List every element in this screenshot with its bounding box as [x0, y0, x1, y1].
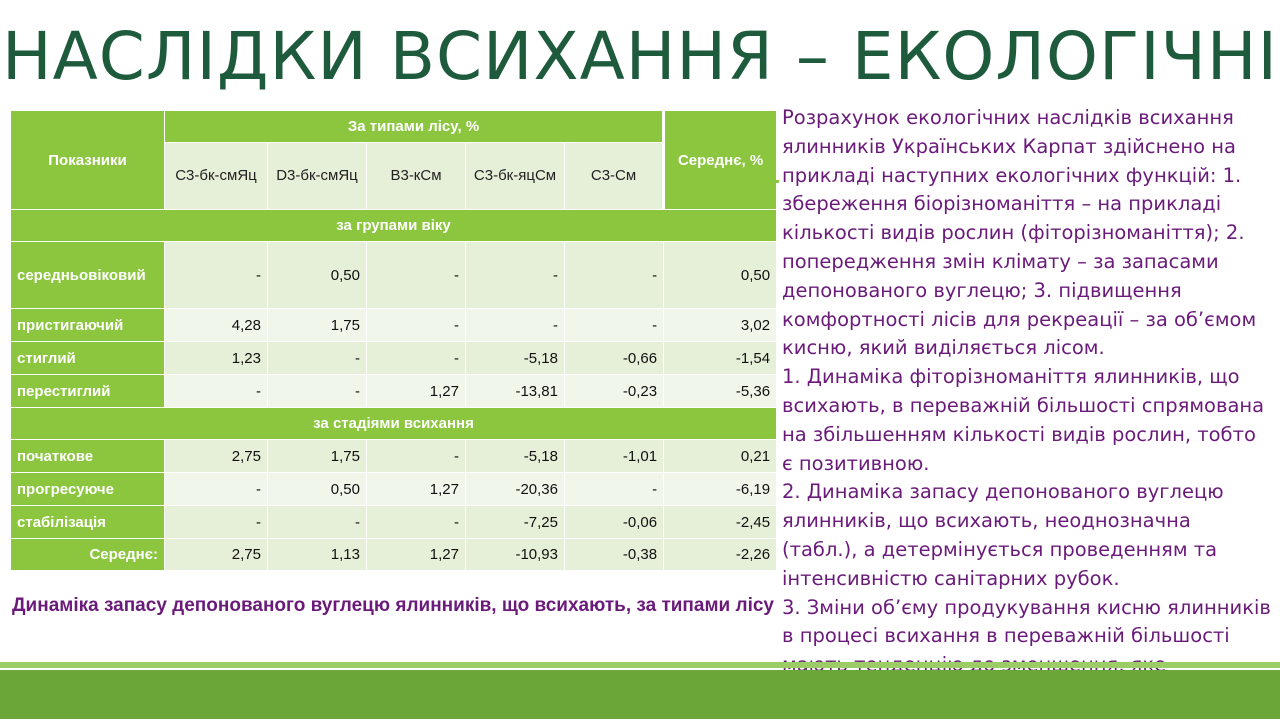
table-cell: - — [466, 242, 565, 309]
table-cell: - — [466, 309, 565, 342]
average-cell: -2,26 — [664, 539, 777, 571]
table-row — [11, 375, 777, 408]
column-header: С3-бк-смЯц — [165, 143, 268, 210]
table-cell: - — [565, 242, 664, 309]
average-cell: -6,19 — [664, 473, 777, 506]
table-row — [11, 309, 777, 342]
row-label: прогресуюче — [11, 473, 165, 506]
table-cell: - — [565, 309, 664, 342]
table-cell: 4,28 — [165, 309, 268, 342]
table-cell: -5,18 — [466, 440, 565, 473]
table-cell: -1,01 — [565, 440, 664, 473]
table-cell: - — [268, 506, 367, 539]
row-label: середньовіковий — [11, 242, 165, 309]
table-row — [11, 506, 777, 539]
decorative-dot — [776, 180, 779, 183]
total-label: Середнє: — [11, 539, 165, 571]
header-forest-types: За типами лісу, % — [165, 111, 664, 143]
row-label: початкове — [11, 440, 165, 473]
carbon-stock-table — [10, 110, 777, 571]
table-cell: - — [565, 473, 664, 506]
table-cell: 0,50 — [268, 473, 367, 506]
header-average: Середнє, % — [664, 111, 777, 210]
table-cell: - — [165, 375, 268, 408]
table-cell: - — [367, 440, 466, 473]
average-cell: 0,50 — [664, 242, 777, 309]
table-caption: Динаміка запасу депонованого вуглецю ялинників, що всихають, за типами лісу — [12, 595, 774, 616]
table-cell: 1,13 — [268, 539, 367, 571]
header-indicators: Показники — [11, 111, 165, 210]
table-cell: -0,06 — [565, 506, 664, 539]
table-cell: 1,23 — [165, 342, 268, 375]
table-cell: -0,66 — [565, 342, 664, 375]
table-cell: - — [367, 506, 466, 539]
table-cell: -13,81 — [466, 375, 565, 408]
table-cell: -0,38 — [565, 539, 664, 571]
section-age-groups — [11, 210, 777, 242]
footer-bar — [0, 670, 1280, 719]
average-cell: 0,21 — [664, 440, 777, 473]
description-text — [782, 104, 1272, 715]
column-header: С3-бк-яцСм — [466, 143, 565, 210]
table-cell: - — [367, 342, 466, 375]
total-row — [11, 539, 777, 571]
table-cell: 1,27 — [367, 539, 466, 571]
average-cell: -2,45 — [664, 506, 777, 539]
table-cell: - — [268, 375, 367, 408]
column-header: В3-кСм — [367, 143, 466, 210]
table-cell: - — [367, 242, 466, 309]
table-row — [11, 342, 777, 375]
column-header: С3-См — [565, 143, 664, 210]
table-cell: -20,36 — [466, 473, 565, 506]
table-cell: -10,93 — [466, 539, 565, 571]
table-row — [11, 242, 777, 309]
intro-paragraph: Розрахунок екологічних наслідків всихання ялинників Українських Карпат здійснено на прикладі наступних екологічних функцій: 1. збереження біорізноманіття – на прикладі кількості видів рослин (фіторізноманіття); 2. попередження змін клімату – за запасами депонованого вуглецю; 3. підвищення комфортності лісів для рекреації – за об’ємом кисню, який виділяється лісом. — [782, 106, 1257, 360]
table-cell: 1,27 — [367, 375, 466, 408]
section-label: за стадіями всихання — [11, 408, 777, 440]
point-1: 1. Динаміка фіторізноманіття ялинників, що всихають, в переважній більшості спрямована на збільшенням кількості видів рослин, тобто є позитивною. — [782, 365, 1265, 475]
table-cell: -7,25 — [466, 506, 565, 539]
average-cell: -1,54 — [664, 342, 777, 375]
row-label: пристигаючий — [11, 309, 165, 342]
table-cell: -0,23 — [565, 375, 664, 408]
table-cell: 2,75 — [165, 539, 268, 571]
table-cell: 1,27 — [367, 473, 466, 506]
table-cell: - — [268, 342, 367, 375]
section-label: за групами віку — [11, 210, 777, 242]
table-cell: - — [165, 473, 268, 506]
row-label: стабілізація — [11, 506, 165, 539]
table-cell: 2,75 — [165, 440, 268, 473]
section-drying-stages — [11, 408, 777, 440]
footer-accent-line — [0, 662, 1280, 668]
slide-title: НАСЛІДКИ ВСИХАННЯ – ЕКОЛОГІЧНІ — [1, 18, 1279, 95]
point-2: 2. Динаміка запасу депонованого вуглецю ялинників, що всихають, неоднозначна (табл.), а детермінується проведенням та інтенсивністю санітарних рубок. — [782, 480, 1224, 590]
table-row — [11, 440, 777, 473]
row-label: стиглий — [11, 342, 165, 375]
row-label: перестиглий — [11, 375, 165, 408]
table-cell: 1,75 — [268, 440, 367, 473]
table-cell: - — [165, 242, 268, 309]
table-cell: 0,50 — [268, 242, 367, 309]
table-row — [11, 473, 777, 506]
table-cell: -5,18 — [466, 342, 565, 375]
average-cell: -5,36 — [664, 375, 777, 408]
table-cell: - — [165, 506, 268, 539]
point-3: 3. Зміни об’єму продукування кисню ялинників в процесі всихання в переважній більшості — [782, 595, 1271, 648]
column-header: D3-бк-смЯц — [268, 143, 367, 210]
table-cell: - — [367, 309, 466, 342]
table-cell: 1,75 — [268, 309, 367, 342]
average-cell: 3,02 — [664, 309, 777, 342]
